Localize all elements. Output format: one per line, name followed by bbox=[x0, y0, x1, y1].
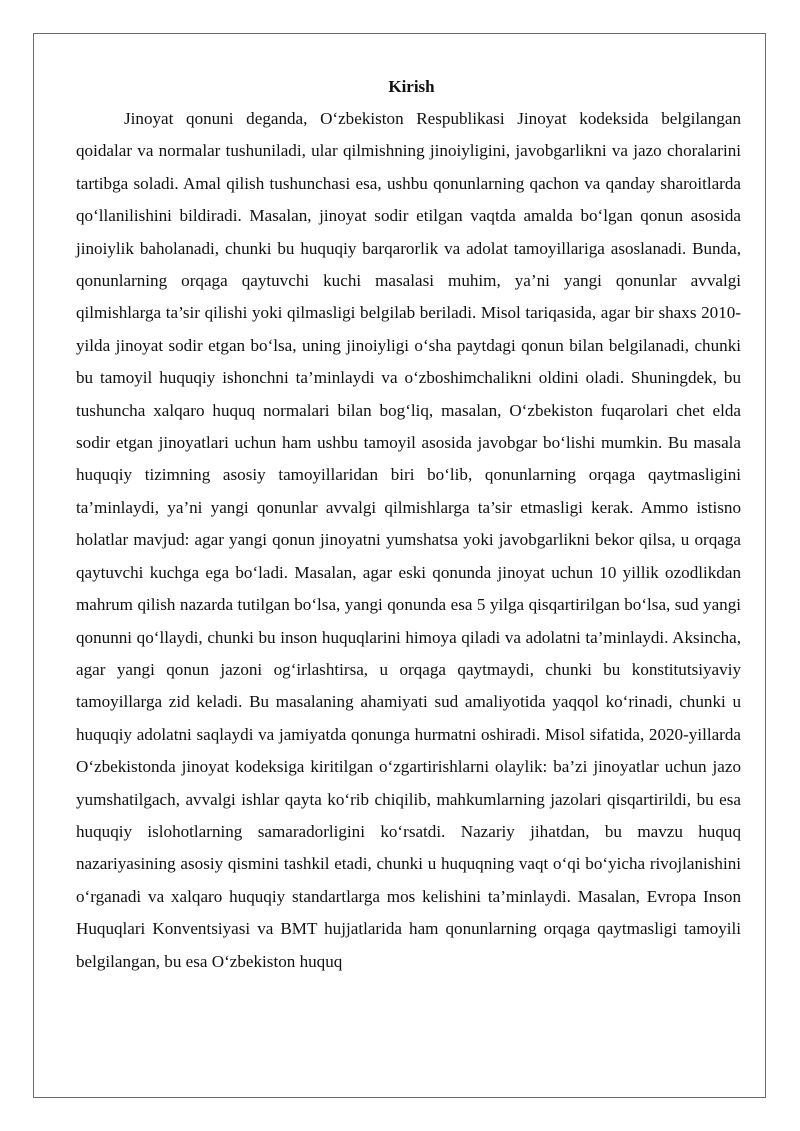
document-body bbox=[76, 71, 741, 978]
section-title: Kirish bbox=[388, 77, 435, 96]
body-paragraph: Jinoyat qonuni deganda, O‘zbekiston Respublikasi Jinoyat kodeksida belgilangan qoidalar va normalar tushuniladi, ular qilmishning jinoiyligini, javobgarlikni va jazo choralarini tartibga soladi. Amal qilish tushunchasi esa, ushbu qonunlarning qachon va qanday sharoitlarda qo‘llanilishini bildiradi. Masalan, jinoyat sodir etilgan vaqtda amalda bo‘lgan qonun asosida jinoiylik baholanadi, chunki bu huquqiy barqarorlik va adolat tamoyillariga asoslanadi. Bunda, qonunlarning orqaga qaytuvchi kuchi masalasi muhim, ya’ni yangi qonunlar avvalgi qilmishlarga ta’sir qilishi yoki qilmasligi belgilab beriladi. Misol tariqasida, agar bir shaxs 2010-yilda jinoyat sodir etgan bo‘lsa, uning jinoiyligi o‘sha paytdagi qonun bilan belgilanadi, chunki bu tamoyil huquqiy ishonchni ta’minlaydi va o‘zboshimchalikni oldini oladi. Shuningdek, bu tushuncha xalqaro huquq normalari bilan bog‘liq, masalan, O‘zbekiston fuqarolari chet elda sodir etgan jinoyatlari uchun ham ushbu tamoyil asosida javobgar bo‘lishi mumkin. Bu masala huquqiy tizimning asosiy tamoyillaridan biri bo‘lib, qonunlarning orqaga qaytmasligini ta’minlaydi, ya’ni yangi qonunlar avvalgi qilmishlarga ta’sir etmasligi kerak. Ammo istisno holatlar mavjud: agar yangi qonun jinoyatni yumshatsa yoki javobgarlikni bekor qilsa, u orqaga qaytuvchi kuchga ega bo‘ladi. Masalan, agar eski qonunda jinoyat uchun 10 yillik ozodlikdan mahrum qilish nazarda tutilgan bo‘lsa, yangi qonunda esa 5 yilga qisqartirilgan bo‘lsa, sud yangi qonunni qo‘llaydi, chunki bu inson huquqlarini himoya qiladi va adolatni ta’minlaydi. Aksincha, agar yangi qonun jazoni og‘irlashtirsa, u orqaga qaytmaydi, chunki bu konstitutsiyaviy tamoyillarga zid keladi. Bu masalaning ahamiyati sud amaliyotida yaqqol ko‘rinadi, chunki u huquqiy adolatni saqlaydi va jamiyatda qonunga hurmatni oshiradi. Misol sifatida, 2020-yillarda O‘zbekistonda jinoyat kodeksiga kiritilgan o‘zgartirishlarni olaylik: ba’zi jinoyatlar uchun jazo yumshatilgach, avvalgi ishlar qayta ko‘rib chiqilib, mahkumlarning jazolari qisqartirildi, bu esa huquqiy islohotlarning samaradorligini ko‘rsatdi. Nazariy jihatdan, bu mavzu huquq nazariyasining asosiy qismini tashkil etadi, chunki u huquqning vaqt o‘qi bo‘yicha rivojlanishini o‘rganadi va xalqaro huquqiy standartlarga mos kelishini ta’minlaydi. Masalan, Evropa Inson Huquqlari Konventsiyasi va BMT hujjatlarida ham qonunlarning orqaga qaytmasligi tamoyili belgilangan, bu esa O‘zbekiston huquq bbox=[76, 109, 741, 971]
